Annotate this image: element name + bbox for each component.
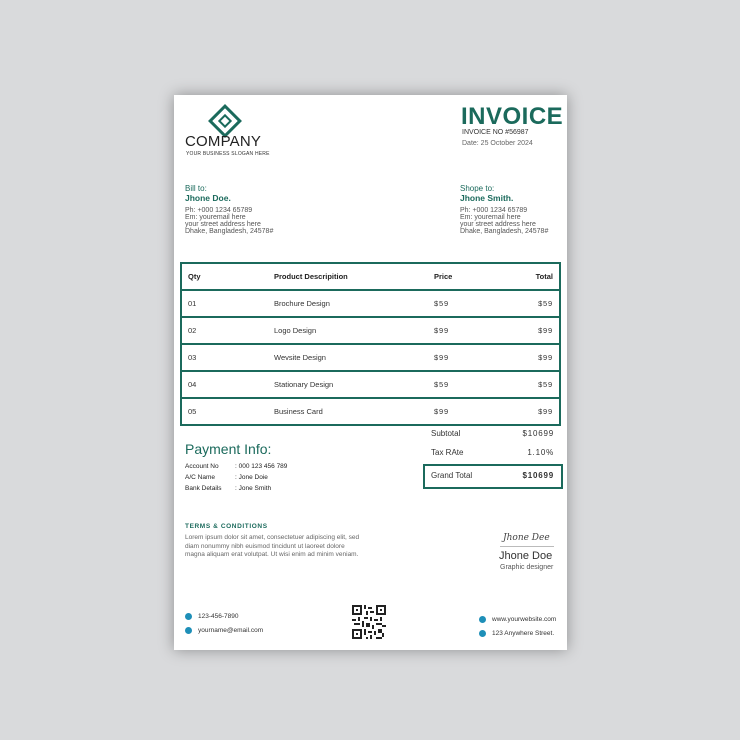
tax-value: 1.10% bbox=[527, 448, 554, 457]
ship-to-block bbox=[460, 184, 548, 235]
globe-icon bbox=[479, 616, 486, 623]
row-description: Stationary Design bbox=[268, 371, 428, 398]
email-icon bbox=[185, 627, 192, 634]
header-description: Product Descripition bbox=[268, 263, 428, 290]
company-name: COMPANY bbox=[185, 133, 262, 150]
row-price: $59 bbox=[428, 290, 520, 317]
ship-to-label: Shope to: bbox=[460, 184, 495, 193]
table-row bbox=[181, 344, 560, 371]
signature-name: Jhone Doe bbox=[499, 550, 553, 562]
bill-to-address2: Dhake, Bangladesh, 24578# bbox=[185, 228, 274, 235]
bill-to-block bbox=[185, 184, 273, 235]
row-total: $99 bbox=[520, 317, 560, 344]
payment-bank-value: : Jone Smith bbox=[235, 485, 272, 492]
signature-role: Graphic designer bbox=[500, 564, 554, 571]
table-row bbox=[181, 317, 560, 344]
row-total: $59 bbox=[520, 290, 560, 317]
subtotal-label: Subtotal bbox=[431, 429, 461, 438]
table-row bbox=[181, 371, 560, 398]
phone-icon bbox=[185, 613, 192, 620]
table-header-row bbox=[181, 263, 560, 290]
contact-street: 123 Anywhere Street. bbox=[492, 630, 555, 637]
payment-acname-value: : Jone Doie bbox=[235, 474, 268, 481]
contact-website: www.yourwebsite.com bbox=[492, 616, 557, 623]
row-description: Logo Design bbox=[268, 317, 428, 344]
payment-info-title: Payment Info: bbox=[185, 441, 272, 457]
row-qty: 02 bbox=[181, 317, 268, 344]
terms-body: Lorem ipsum dolor sit amet, consectetuer adipiscing elit, sed diam nonummy nibh euismod tincidunt ut laoreet dolore magna aliquam erat volutpat. Ut wisi enim ad minim veniam. bbox=[185, 534, 360, 559]
row-qty: 04 bbox=[181, 371, 268, 398]
company-slogan: YOUR BUSINESS SLOGAN HERE bbox=[186, 151, 270, 157]
row-qty: 03 bbox=[181, 344, 268, 371]
ship-to-email: Em: youremail here bbox=[460, 214, 521, 221]
ship-to-name: Jhone Smith. bbox=[460, 193, 514, 203]
qr-code-icon bbox=[352, 605, 386, 639]
invoice-number: INVOICE NO #56987 bbox=[462, 129, 529, 136]
bill-to-phone: Ph: +000 1234 65789 bbox=[185, 207, 253, 214]
invoice-date: Date: 25 October 2024 bbox=[462, 140, 533, 147]
invoice-page bbox=[174, 95, 567, 650]
ship-to-phone: Ph: +000 1234 65789 bbox=[460, 207, 528, 214]
row-qty: 05 bbox=[188, 407, 197, 416]
ship-to-address2: Dhake, Bangladesh, 24578# bbox=[460, 228, 549, 235]
grand-total-value: $10699 bbox=[522, 471, 554, 480]
payment-bank-label: Bank Details bbox=[185, 485, 222, 492]
tax-label: Tax RAte bbox=[431, 448, 464, 457]
items-table bbox=[180, 262, 561, 426]
bill-to-name: Jhone Doe. bbox=[185, 193, 231, 203]
row-total: $59 bbox=[520, 371, 560, 398]
row-total: $99 bbox=[520, 344, 560, 371]
row-price: $99 bbox=[428, 344, 520, 371]
row-description: Wevsite Design bbox=[268, 344, 428, 371]
row-total: $99 bbox=[538, 407, 553, 416]
bill-to-label: Bill to: bbox=[185, 184, 207, 193]
payment-account-value: : 000 123 456 789 bbox=[235, 463, 288, 470]
row-price: $99 bbox=[428, 317, 520, 344]
payment-account-label: Account No bbox=[185, 463, 219, 470]
row-price: $99 bbox=[434, 407, 449, 416]
signature-line bbox=[500, 546, 554, 547]
contact-email: yourname@email.com bbox=[198, 627, 264, 634]
header-qty: Qty bbox=[181, 263, 268, 290]
bill-to-email: Em: youremail here bbox=[185, 214, 246, 221]
terms-title: TERMS & CONDITIONS bbox=[185, 523, 268, 530]
table-row bbox=[181, 290, 560, 317]
header-total: Total bbox=[520, 263, 560, 290]
grand-total-label: Grand Total bbox=[431, 471, 473, 480]
table-row bbox=[181, 398, 560, 425]
contact-phone: 123-456-7890 bbox=[198, 613, 239, 620]
invoice-title: INVOICE bbox=[461, 103, 564, 130]
header-price: Price bbox=[428, 263, 520, 290]
payment-acname-label: A/C Name bbox=[185, 474, 215, 481]
bill-to-address1: your street address here bbox=[185, 221, 261, 228]
location-icon bbox=[479, 630, 486, 637]
ship-to-address1: your street address here bbox=[460, 221, 536, 228]
row-description: Business Card bbox=[274, 407, 323, 416]
row-description: Brochure Design bbox=[268, 290, 428, 317]
row-price: $59 bbox=[428, 371, 520, 398]
row-qty: 01 bbox=[181, 290, 268, 317]
signature-script: Jhone Dee bbox=[503, 533, 550, 543]
qr-code bbox=[352, 605, 386, 639]
subtotal-value: $10699 bbox=[522, 429, 554, 438]
